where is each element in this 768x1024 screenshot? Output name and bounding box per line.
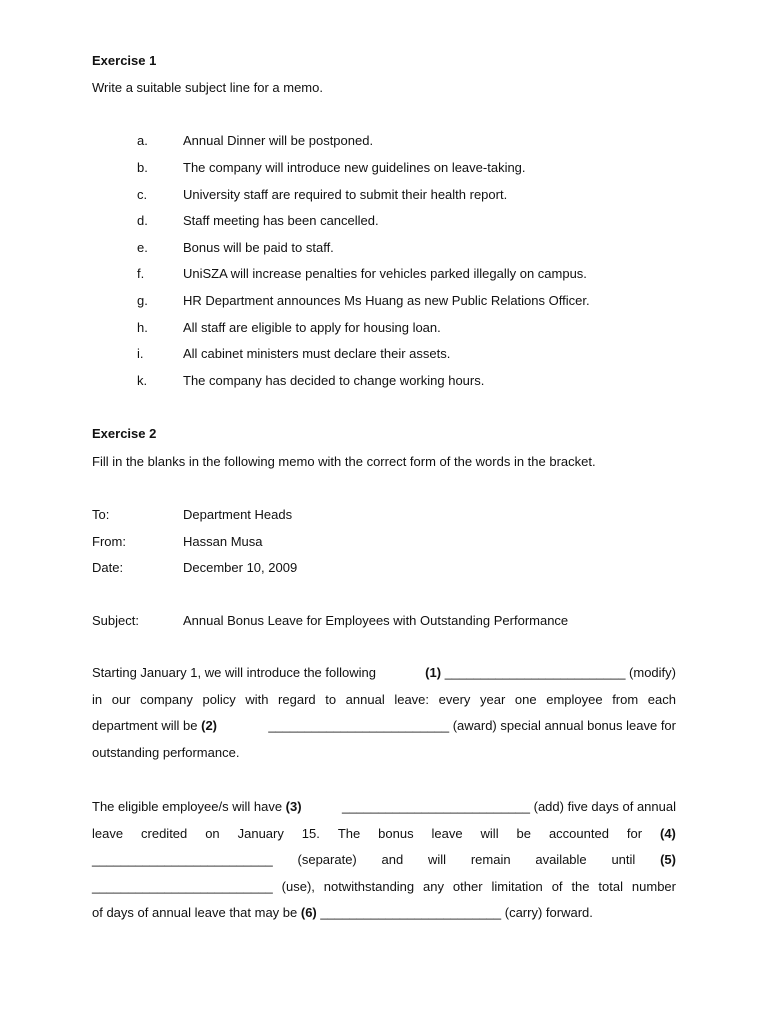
memo-from-value: Hassan Musa (183, 534, 263, 549)
list-item-text: Annual Dinner will be postponed. (183, 133, 374, 148)
exercise-2-title: Exercise 2 (92, 426, 157, 441)
memo-subject-label: Subject: (92, 613, 139, 628)
list-item-text: All cabinet ministers must declare their assets. (183, 346, 451, 361)
paragraph-word: 15. (301, 825, 320, 841)
paragraph-word: and (381, 852, 404, 868)
paragraph-line (92, 740, 676, 767)
paragraph-word: leave (431, 825, 463, 841)
blank-4: _________________________ (92, 852, 273, 868)
exercise-1-title: Exercise 1 (92, 53, 157, 68)
paragraph-line (92, 713, 676, 740)
paragraph-word: bonus (378, 825, 414, 841)
paragraph-line (92, 900, 676, 927)
blank-3: __________________________ (add) five days of annual (342, 799, 676, 814)
memo-paragraph-2 (92, 794, 676, 927)
paragraph-word: will (480, 825, 499, 841)
paragraph-line (92, 874, 676, 901)
list-item-text: Staff meeting has been cancelled. (183, 213, 379, 228)
list-item-letter: k. (137, 373, 148, 388)
paragraph-line (92, 687, 676, 714)
blank-6: _________________________ (carry) forward. (320, 905, 593, 921)
list-item-text: HR Department announces Ms Huang as new Public Relations Officer. (183, 293, 590, 308)
memo-to-value: Department Heads (183, 507, 293, 522)
memo-date-label: Date: (92, 560, 124, 575)
paragraph-word: The (337, 825, 361, 841)
paragraph-line (92, 794, 676, 821)
list-item-letter: e. (137, 240, 148, 255)
list-item-letter: b. (137, 160, 148, 175)
paragraph-word: accounted (548, 825, 609, 841)
paragraph-text: Starting January 1, we will introduce the following (92, 665, 376, 680)
paragraph-word: until (611, 852, 636, 868)
paragraph-word: be (516, 825, 531, 841)
list-item-text: University staff are required to submit their health report. (183, 187, 508, 202)
paragraph-text: The eligible employee/s will have (92, 799, 283, 814)
memo-subject-value: Annual Bonus Leave for Employees with Outstanding Performance (183, 613, 569, 628)
list-item-letter: f. (137, 266, 145, 281)
blank-1: _________________________ (modify) (444, 665, 676, 680)
paragraph-word: remain (470, 852, 511, 868)
list-item-letter: c. (137, 187, 148, 202)
memo-to-label: To: (92, 507, 110, 522)
blank-number-6: (6) (300, 905, 317, 921)
exercise-2-instruction: Fill in the blanks in the following memo with the correct form of the words in the bracket. (92, 454, 596, 469)
list-item-text: UniSZA will increase penalties for vehicles parked illegally on campus. (183, 266, 587, 281)
memo-paragraph-1 (92, 660, 676, 766)
list-item-letter: i. (137, 346, 144, 361)
paragraph-text: department will be (92, 718, 198, 734)
list-item-letter: d. (137, 213, 148, 228)
list-item-text: All staff are eligible to apply for housing loan. (183, 320, 441, 335)
exercise-1-instruction: Write a suitable subject line for a memo. (92, 80, 323, 95)
paragraph-line (92, 821, 676, 848)
paragraph-text: of days of annual leave that may be (92, 905, 298, 921)
blank-2: _________________________ (award) special annual bonus leave for (268, 718, 676, 734)
blank-number-2: (2) (201, 718, 218, 734)
blank-number-1: (1) (425, 665, 442, 680)
paragraph-line (92, 660, 676, 687)
paragraph-word: credited (141, 825, 188, 841)
memo-date-value: December 10, 2009 (183, 560, 298, 575)
paragraph-word: January (237, 825, 284, 841)
list-item-text: Bonus will be paid to staff. (183, 240, 334, 255)
memo-from-label: From: (92, 534, 126, 549)
paragraph-line (92, 847, 676, 874)
paragraph-word: (separate) (297, 852, 357, 868)
blank-number-4: (4) (659, 825, 676, 841)
paragraph-text: in our company policy with regard to annual leave: every year one employee from each (92, 691, 676, 707)
blank-5: _________________________ (use), notwithstanding any other limitation of the total number (92, 878, 676, 894)
blank-number-5: (5) (660, 852, 676, 868)
paragraph-word: on (205, 825, 220, 841)
list-item-letter: a. (137, 133, 148, 148)
list-item-text: The company has decided to change working hours. (183, 373, 485, 388)
list-item-letter: h. (137, 320, 148, 335)
paragraph-word: leave (92, 825, 124, 841)
paragraph-word: available (535, 852, 587, 868)
list-item-letter: g. (137, 293, 148, 308)
paragraph-word: will (428, 852, 447, 868)
blank-number-3: (3) (285, 799, 302, 814)
list-item-text: The company will introduce new guidelines on leave-taking. (183, 160, 526, 175)
paragraph-word: for (626, 825, 643, 841)
paragraph-text: outstanding performance. (92, 744, 240, 760)
